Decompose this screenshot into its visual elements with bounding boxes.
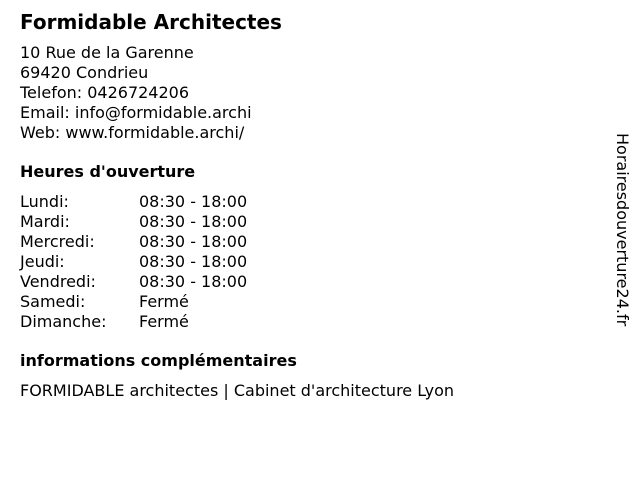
opening-hours-table <box>20 192 580 332</box>
hours-row-tuesday <box>20 212 580 232</box>
day-hours: 08:30 - 18:00 <box>139 272 248 291</box>
day-hours: 08:30 - 18:00 <box>139 252 248 271</box>
additional-info-text: FORMIDABLE architectes | Cabinet d'architecture Lyon <box>20 381 455 400</box>
hours-row-sunday <box>20 312 580 332</box>
additional-info-heading: informations complémentaires <box>20 351 297 370</box>
day-label: Jeudi: <box>20 252 65 271</box>
business-name: Formidable Architectes <box>20 10 282 34</box>
day-hours: 08:30 - 18:00 <box>139 192 248 211</box>
address-line-2: 69420 Condrieu <box>20 63 149 82</box>
website-text: Web: www.formidable.archi/ <box>20 123 245 142</box>
day-hours: Fermé <box>139 312 189 331</box>
day-hours: Fermé <box>139 292 189 311</box>
day-hours: 08:30 - 18:00 <box>139 232 248 251</box>
site-watermark: Horairesdouverture24.fr <box>613 133 632 327</box>
hours-row-saturday <box>20 292 580 312</box>
hours-row-thursday <box>20 252 580 272</box>
day-label: Mercredi: <box>20 232 95 251</box>
business-card <box>20 10 580 401</box>
email-text: Email: info@formidable.archi <box>20 103 252 122</box>
opening-hours-heading: Heures d'ouverture <box>20 162 196 181</box>
phone-text: Telefon: 0426724206 <box>20 83 190 102</box>
day-label: Samedi: <box>20 292 86 311</box>
day-label: Lundi: <box>20 192 69 211</box>
hours-row-friday <box>20 272 580 292</box>
day-hours: 08:30 - 18:00 <box>139 212 248 231</box>
day-label: Mardi: <box>20 212 70 231</box>
hours-row-monday <box>20 192 580 212</box>
hours-row-wednesday <box>20 232 580 252</box>
address-line-1: 10 Rue de la Garenne <box>20 43 194 62</box>
contact-block <box>20 43 580 143</box>
day-label: Vendredi: <box>20 272 96 291</box>
day-label: Dimanche: <box>20 312 107 331</box>
